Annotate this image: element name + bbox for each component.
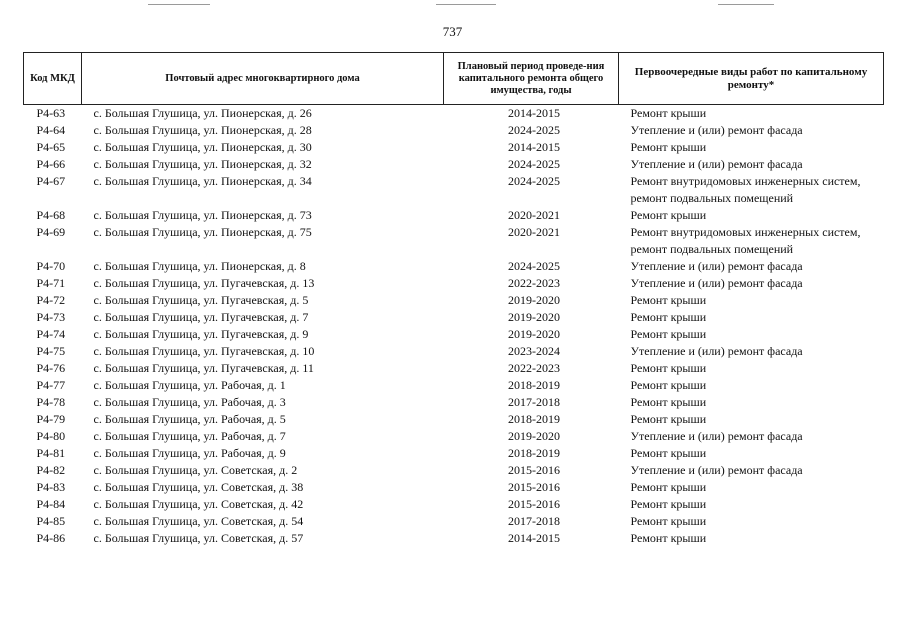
row-works: [619, 207, 884, 224]
row-address: с. Большая Глушица, ул. Пионерская, д. 32: [93, 157, 312, 171]
table-row: [24, 445, 884, 462]
row-works-line: Утепление и (или) ремонт фасада: [630, 276, 803, 290]
row-address: с. Большая Глушица, ул. Советская, д. 2: [93, 463, 298, 477]
row-works-line: Ремонт крыши: [630, 140, 707, 154]
row-works: [619, 224, 884, 258]
row-works: [619, 377, 884, 394]
row-address: с. Большая Глушица, ул. Советская, д. 54: [93, 514, 304, 528]
row-works: [619, 462, 884, 479]
row-address: с. Большая Глушица, ул. Пионерская, д. 73: [93, 208, 312, 222]
row-works-line: Утепление и (или) ремонт фасада: [630, 463, 803, 477]
row-works-line: ремонт подвальных помещений: [630, 242, 794, 256]
row-works-line: ремонт подвальных помещений: [630, 191, 794, 205]
row-period: 2022-2023: [508, 361, 560, 375]
table-row: [24, 496, 884, 513]
row-code: Р4-78: [36, 395, 66, 409]
table-body: [24, 105, 884, 548]
row-period: 2017-2018: [508, 395, 560, 409]
row-works: [619, 258, 884, 275]
row-period: 2024-2025: [508, 157, 560, 171]
row-period: 2024-2025: [508, 174, 560, 188]
row-code: Р4-79: [36, 412, 66, 426]
table-row: [24, 326, 884, 343]
header-address: Почтовый адрес многоквартирного дома: [82, 53, 444, 105]
row-works: [619, 156, 884, 173]
row-address: с. Большая Глушица, ул. Пугачевская, д. 11: [93, 361, 314, 375]
row-period: 2019-2020: [508, 293, 560, 307]
row-works: [619, 530, 884, 547]
row-works: [619, 139, 884, 156]
row-works-line: Ремонт крыши: [630, 412, 707, 426]
header-code: Код МКД: [24, 53, 82, 105]
row-address: с. Большая Глушица, ул. Советская, д. 38: [93, 480, 304, 494]
row-works: [619, 394, 884, 411]
row-works-line: Ремонт крыши: [630, 514, 707, 528]
table-row: [24, 258, 884, 275]
row-period: 2014-2015: [508, 531, 560, 545]
row-period: 2014-2015: [508, 106, 560, 120]
row-code: Р4-85: [36, 514, 66, 528]
table-row: [24, 394, 884, 411]
row-period: 2019-2020: [508, 327, 560, 341]
row-code: Р4-82: [36, 463, 66, 477]
row-period: 2024-2025: [508, 259, 560, 273]
row-code: Р4-65: [36, 140, 66, 154]
row-address: с. Большая Глушица, ул. Пионерская, д. 8: [93, 259, 306, 273]
row-works-line: Ремонт крыши: [630, 361, 707, 375]
row-code: Р4-83: [36, 480, 66, 494]
row-address: с. Большая Глушица, ул. Рабочая, д. 1: [93, 378, 286, 392]
table-row: [24, 139, 884, 156]
row-works-line: Ремонт крыши: [630, 446, 707, 460]
header-period: Плановый период проведе-ния капитального ремонта общего имущества, годы: [444, 53, 619, 105]
row-period: 2015-2016: [508, 480, 560, 494]
row-period: 2018-2019: [508, 378, 560, 392]
row-period: 2018-2019: [508, 446, 560, 460]
row-period: 2020-2021: [508, 208, 560, 222]
row-address: с. Большая Глушица, ул. Советская, д. 42: [93, 497, 304, 511]
row-works: [619, 275, 884, 292]
row-works-line: Ремонт внутридомовых инженерных систем,: [630, 174, 861, 188]
table-row: [24, 105, 884, 123]
row-works-line: Ремонт крыши: [630, 106, 707, 120]
row-code: Р4-74: [36, 327, 66, 341]
row-address: с. Большая Глушица, ул. Пугачевская, д. 7: [93, 310, 309, 324]
row-works-line: Ремонт крыши: [630, 395, 707, 409]
row-address: с. Большая Глушица, ул. Пугачевская, д. 10: [93, 344, 315, 358]
row-works: [619, 496, 884, 513]
row-code: Р4-76: [36, 361, 66, 375]
row-address: с. Большая Глушица, ул. Пионерская, д. 28: [93, 123, 312, 137]
scan-mark-left: [148, 4, 210, 5]
row-code: Р4-77: [36, 378, 66, 392]
row-address: с. Большая Глушица, ул. Пионерская, д. 34: [93, 174, 312, 188]
row-address: с. Большая Глушица, ул. Советская, д. 57: [93, 531, 304, 545]
row-period: 2020-2021: [508, 225, 560, 239]
row-code: Р4-72: [36, 293, 66, 307]
row-address: с. Большая Глушица, ул. Рабочая, д. 5: [93, 412, 286, 426]
row-works: [619, 173, 884, 207]
table-row: [24, 275, 884, 292]
row-code: Р4-64: [36, 123, 66, 137]
row-works: [619, 360, 884, 377]
row-period: 2019-2020: [508, 429, 560, 443]
row-address: с. Большая Глушица, ул. Пугачевская, д. 5: [93, 293, 309, 307]
row-works: [619, 309, 884, 326]
row-period: 2023-2024: [508, 344, 560, 358]
table-row: [24, 479, 884, 496]
row-works-line: Ремонт крыши: [630, 378, 707, 392]
table-row: [24, 530, 884, 547]
row-code: Р4-73: [36, 310, 66, 324]
row-code: Р4-80: [36, 429, 66, 443]
table-row: [24, 292, 884, 309]
row-address: с. Большая Глушица, ул. Пионерская, д. 30: [93, 140, 312, 154]
row-works: [619, 479, 884, 496]
row-works: [619, 411, 884, 428]
row-works-line: Ремонт крыши: [630, 293, 707, 307]
table-row: [24, 411, 884, 428]
row-code: Р4-67: [36, 174, 66, 188]
row-works-line: Утепление и (или) ремонт фасада: [630, 259, 803, 273]
row-code: Р4-84: [36, 497, 66, 511]
row-address: с. Большая Глушица, ул. Пугачевская, д. 9: [93, 327, 309, 341]
row-period: 2018-2019: [508, 412, 560, 426]
row-period: 2019-2020: [508, 310, 560, 324]
row-period: 2022-2023: [508, 276, 560, 290]
row-code: Р4-75: [36, 344, 66, 358]
row-works-line: Утепление и (или) ремонт фасада: [630, 157, 803, 171]
row-works-line: Утепление и (или) ремонт фасада: [630, 429, 803, 443]
row-works-line: Ремонт крыши: [630, 208, 707, 222]
row-period: 2015-2016: [508, 497, 560, 511]
table-header: [24, 53, 884, 105]
row-works-line: Утепление и (или) ремонт фасада: [630, 344, 803, 358]
header-works: Первоочередные виды работ по капитальному ремонту*: [619, 53, 884, 105]
row-works-line: Утепление и (или) ремонт фасада: [630, 123, 803, 137]
table-row: [24, 428, 884, 445]
table-row: [24, 173, 884, 207]
row-code: Р4-68: [36, 208, 66, 222]
row-works-line: Ремонт крыши: [630, 310, 707, 324]
table-row: [24, 343, 884, 360]
row-code: Р4-86: [36, 531, 66, 545]
row-works-line: Ремонт крыши: [630, 531, 707, 545]
row-works: [619, 105, 884, 123]
table-row: [24, 309, 884, 326]
table-row: [24, 122, 884, 139]
row-works: [619, 428, 884, 445]
row-address: с. Большая Глушица, ул. Пионерская, д. 75: [93, 225, 312, 239]
row-code: Р4-70: [36, 259, 66, 273]
row-address: с. Большая Глушица, ул. Пугачевская, д. 13: [93, 276, 315, 290]
row-works: [619, 513, 884, 530]
row-works-line: Ремонт крыши: [630, 480, 707, 494]
row-period: 2014-2015: [508, 140, 560, 154]
row-code: Р4-69: [36, 225, 66, 239]
row-works-line: Ремонт крыши: [630, 497, 707, 511]
page-number: 737: [442, 24, 463, 39]
table-row: [24, 156, 884, 173]
row-works: [619, 445, 884, 462]
row-code: Р4-81: [36, 446, 66, 460]
row-works: [619, 343, 884, 360]
row-address: с. Большая Глушица, ул. Рабочая, д. 7: [93, 429, 286, 443]
table-row: [24, 513, 884, 530]
row-works-line: Ремонт внутридомовых инженерных систем,: [630, 225, 861, 239]
table-row: [24, 207, 884, 224]
row-works-line: Ремонт крыши: [630, 327, 707, 341]
row-code: Р4-66: [36, 157, 66, 171]
row-period: 2015-2016: [508, 463, 560, 477]
row-address: с. Большая Глушица, ул. Пионерская, д. 26: [93, 106, 312, 120]
table-row: [24, 377, 884, 394]
row-works: [619, 292, 884, 309]
row-works: [619, 122, 884, 139]
row-works: [619, 326, 884, 343]
row-period: 2024-2025: [508, 123, 560, 137]
row-code: Р4-71: [36, 276, 66, 290]
row-address: с. Большая Глушица, ул. Рабочая, д. 9: [93, 446, 286, 460]
scan-mark-right: [718, 4, 774, 5]
table-row: [24, 462, 884, 479]
row-code: Р4-63: [36, 106, 66, 120]
table-row: [24, 224, 884, 258]
scan-mark-center: [436, 4, 496, 5]
table-row: [24, 360, 884, 377]
row-period: 2017-2018: [508, 514, 560, 528]
row-address: с. Большая Глушица, ул. Рабочая, д. 3: [93, 395, 286, 409]
capital-repair-table: [23, 52, 884, 547]
